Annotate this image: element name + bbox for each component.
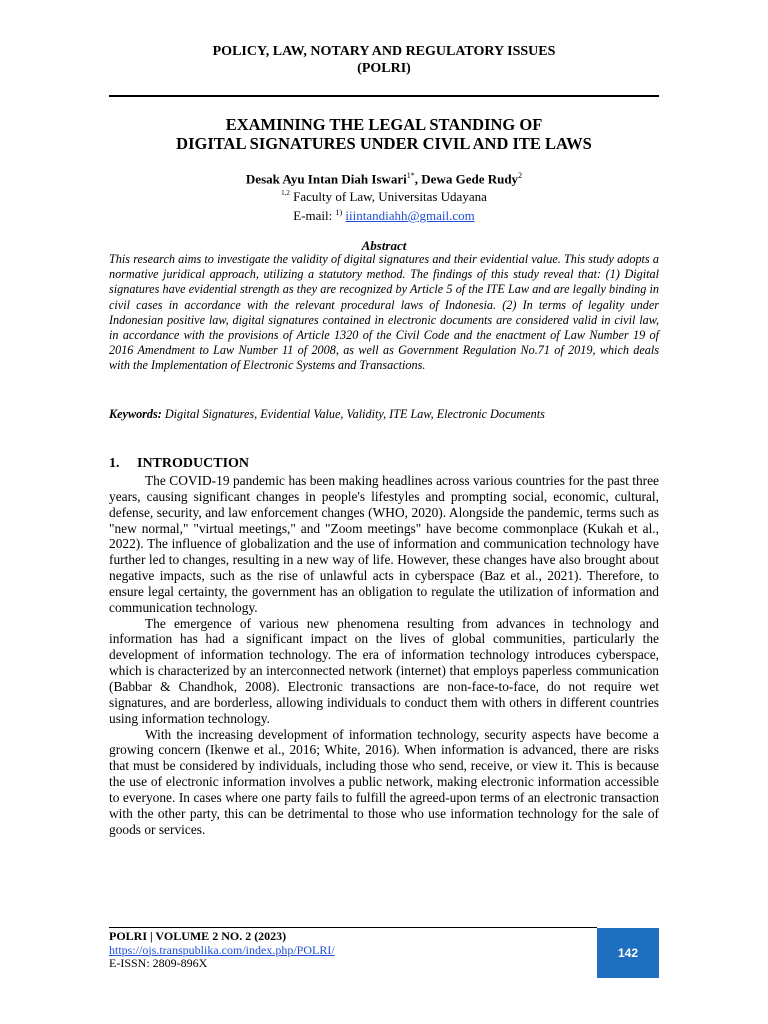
footer-divider — [109, 927, 597, 928]
keywords-label: Keywords: — [109, 407, 162, 421]
abstract-heading: Abstract — [361, 238, 407, 253]
email-label: E-mail: — [293, 208, 333, 223]
author-list — [109, 168, 659, 187]
email-link[interactable]: iiintandiahh@gmail.com — [345, 208, 475, 223]
header-divider — [109, 95, 659, 97]
footer-journal: POLRI | VOLUME 2 NO. 2 (2023) — [109, 929, 287, 943]
page-number-badge — [597, 928, 659, 978]
paragraph-1: The COVID-19 pandemic has been making headlines across various countries for the past three years, causing significant changes in people's lifestyles and prompting social, economic, cultural, defense, security, and law enforcement changes (WHO, 2020). Alongside the pandemic, terms such as "new normal," "virtual meetings," and "Zoom meetings" have become commonplace (Kukah et al., 2022). The influence of globalization and the use of information and communication technology have further led to changes, resulting in a new way of life. However, these changes have also brought about negative impacts, such as the rise of unlawful acts in cyberspace (Baz et al., 2021). Therefore, to ensure legal certainty, the government has an obligation to regulate the utilization of information and communication technology. — [109, 473, 659, 615]
journal-abbrev: (POLRI) — [357, 61, 411, 76]
section-heading — [109, 456, 659, 472]
footer-issn: E-ISSN: 2809-896X — [109, 956, 208, 970]
affiliation-marker: 1,2 — [281, 189, 290, 197]
paragraph-3: With the increasing development of information technology, security aspects have become a growing concern (Ikenwe et al., 2016; White, 2016). When information is advanced, there are risks that must be considered by individuals, including those who send, receive, or view it. This is because the use of electronic information involves a public network, making electronic information accessible to everyone. In cases where one party fails to fulfill the agreed-upon terms of an electronic transaction with the other party, this can be detrimental to those who use information technology for the sale of goods or services. — [109, 726, 659, 837]
section-title: INTRODUCTION — [137, 456, 250, 471]
title-line-1: EXAMINING THE LEGAL STANDING OF — [225, 115, 543, 134]
abstract-text: This research aims to investigate the validity of digital signatures and their evidential value. This study adopts a normative juridical approach, utilizing a statutory method. The findings of this study reveal that: (1) Digital signatures have evidential strength as they are recognized by Article 5 of the ITE Law and are legally binding in civil cases in accordance with the relevant procedural laws of Indonesia. (2) In terms of legality under Indonesian positive law, digital signatures contained in electronic documents are considered valid in civil law, in accordance with the provisions of Article 1320 of the Civil Code and the enactment of Law Number 19 of 2016 Amendment to Law Number 11 of 2008, as well as Government Regulation No.71 of 2019, which deals with the Implementation of Electronic Systems and Transactions. — [109, 252, 659, 373]
keywords-text: Digital Signatures, Evidential Value, Validity, ITE Law, Electronic Documents — [164, 407, 545, 421]
title-line-2: DIGITAL SIGNATURES UNDER CIVIL AND ITE LAWS — [176, 134, 592, 153]
paragraph-2: The emergence of various new phenomena resulting from advances in technology and information has had a significant impact on the lives of global communities, particularly the development of information technology. The era of information technology introduces cyberspace, which is characterized by an interconnected network (internet) that employs paperless communication (Babbar & Chandhok, 2008). Electronic transactions are non-face-to-face, do not require wet signatures, and are borderless, allowing individuals to conduct them with others in different countries using information technology. — [109, 615, 659, 726]
footer — [109, 930, 335, 971]
affiliation-text: Faculty of Law, Universitas Udayana — [293, 189, 487, 204]
author-2-marker: 2 — [518, 171, 523, 180]
page-number: 142 — [617, 946, 639, 960]
author-separator: , — [414, 171, 422, 187]
author-2: Dewa Gede Rudy — [421, 171, 519, 187]
email-marker: 1) — [335, 208, 343, 217]
journal-name: POLICY, LAW, NOTARY AND REGULATORY ISSUES — [212, 44, 556, 59]
footer-url-link[interactable]: https://ojs.transpublika.com/index.php/POLRI/ — [109, 942, 335, 957]
author-1: Desak Ayu Intan Diah Iswari — [245, 171, 407, 187]
email-line — [109, 205, 659, 223]
keywords — [109, 407, 659, 422]
section-body — [109, 473, 659, 837]
paper-title — [109, 115, 659, 153]
journal-header — [109, 43, 659, 77]
section-number: 1. — [109, 456, 120, 471]
author-1-marker: 1* — [406, 171, 415, 180]
affiliation — [109, 186, 659, 204]
